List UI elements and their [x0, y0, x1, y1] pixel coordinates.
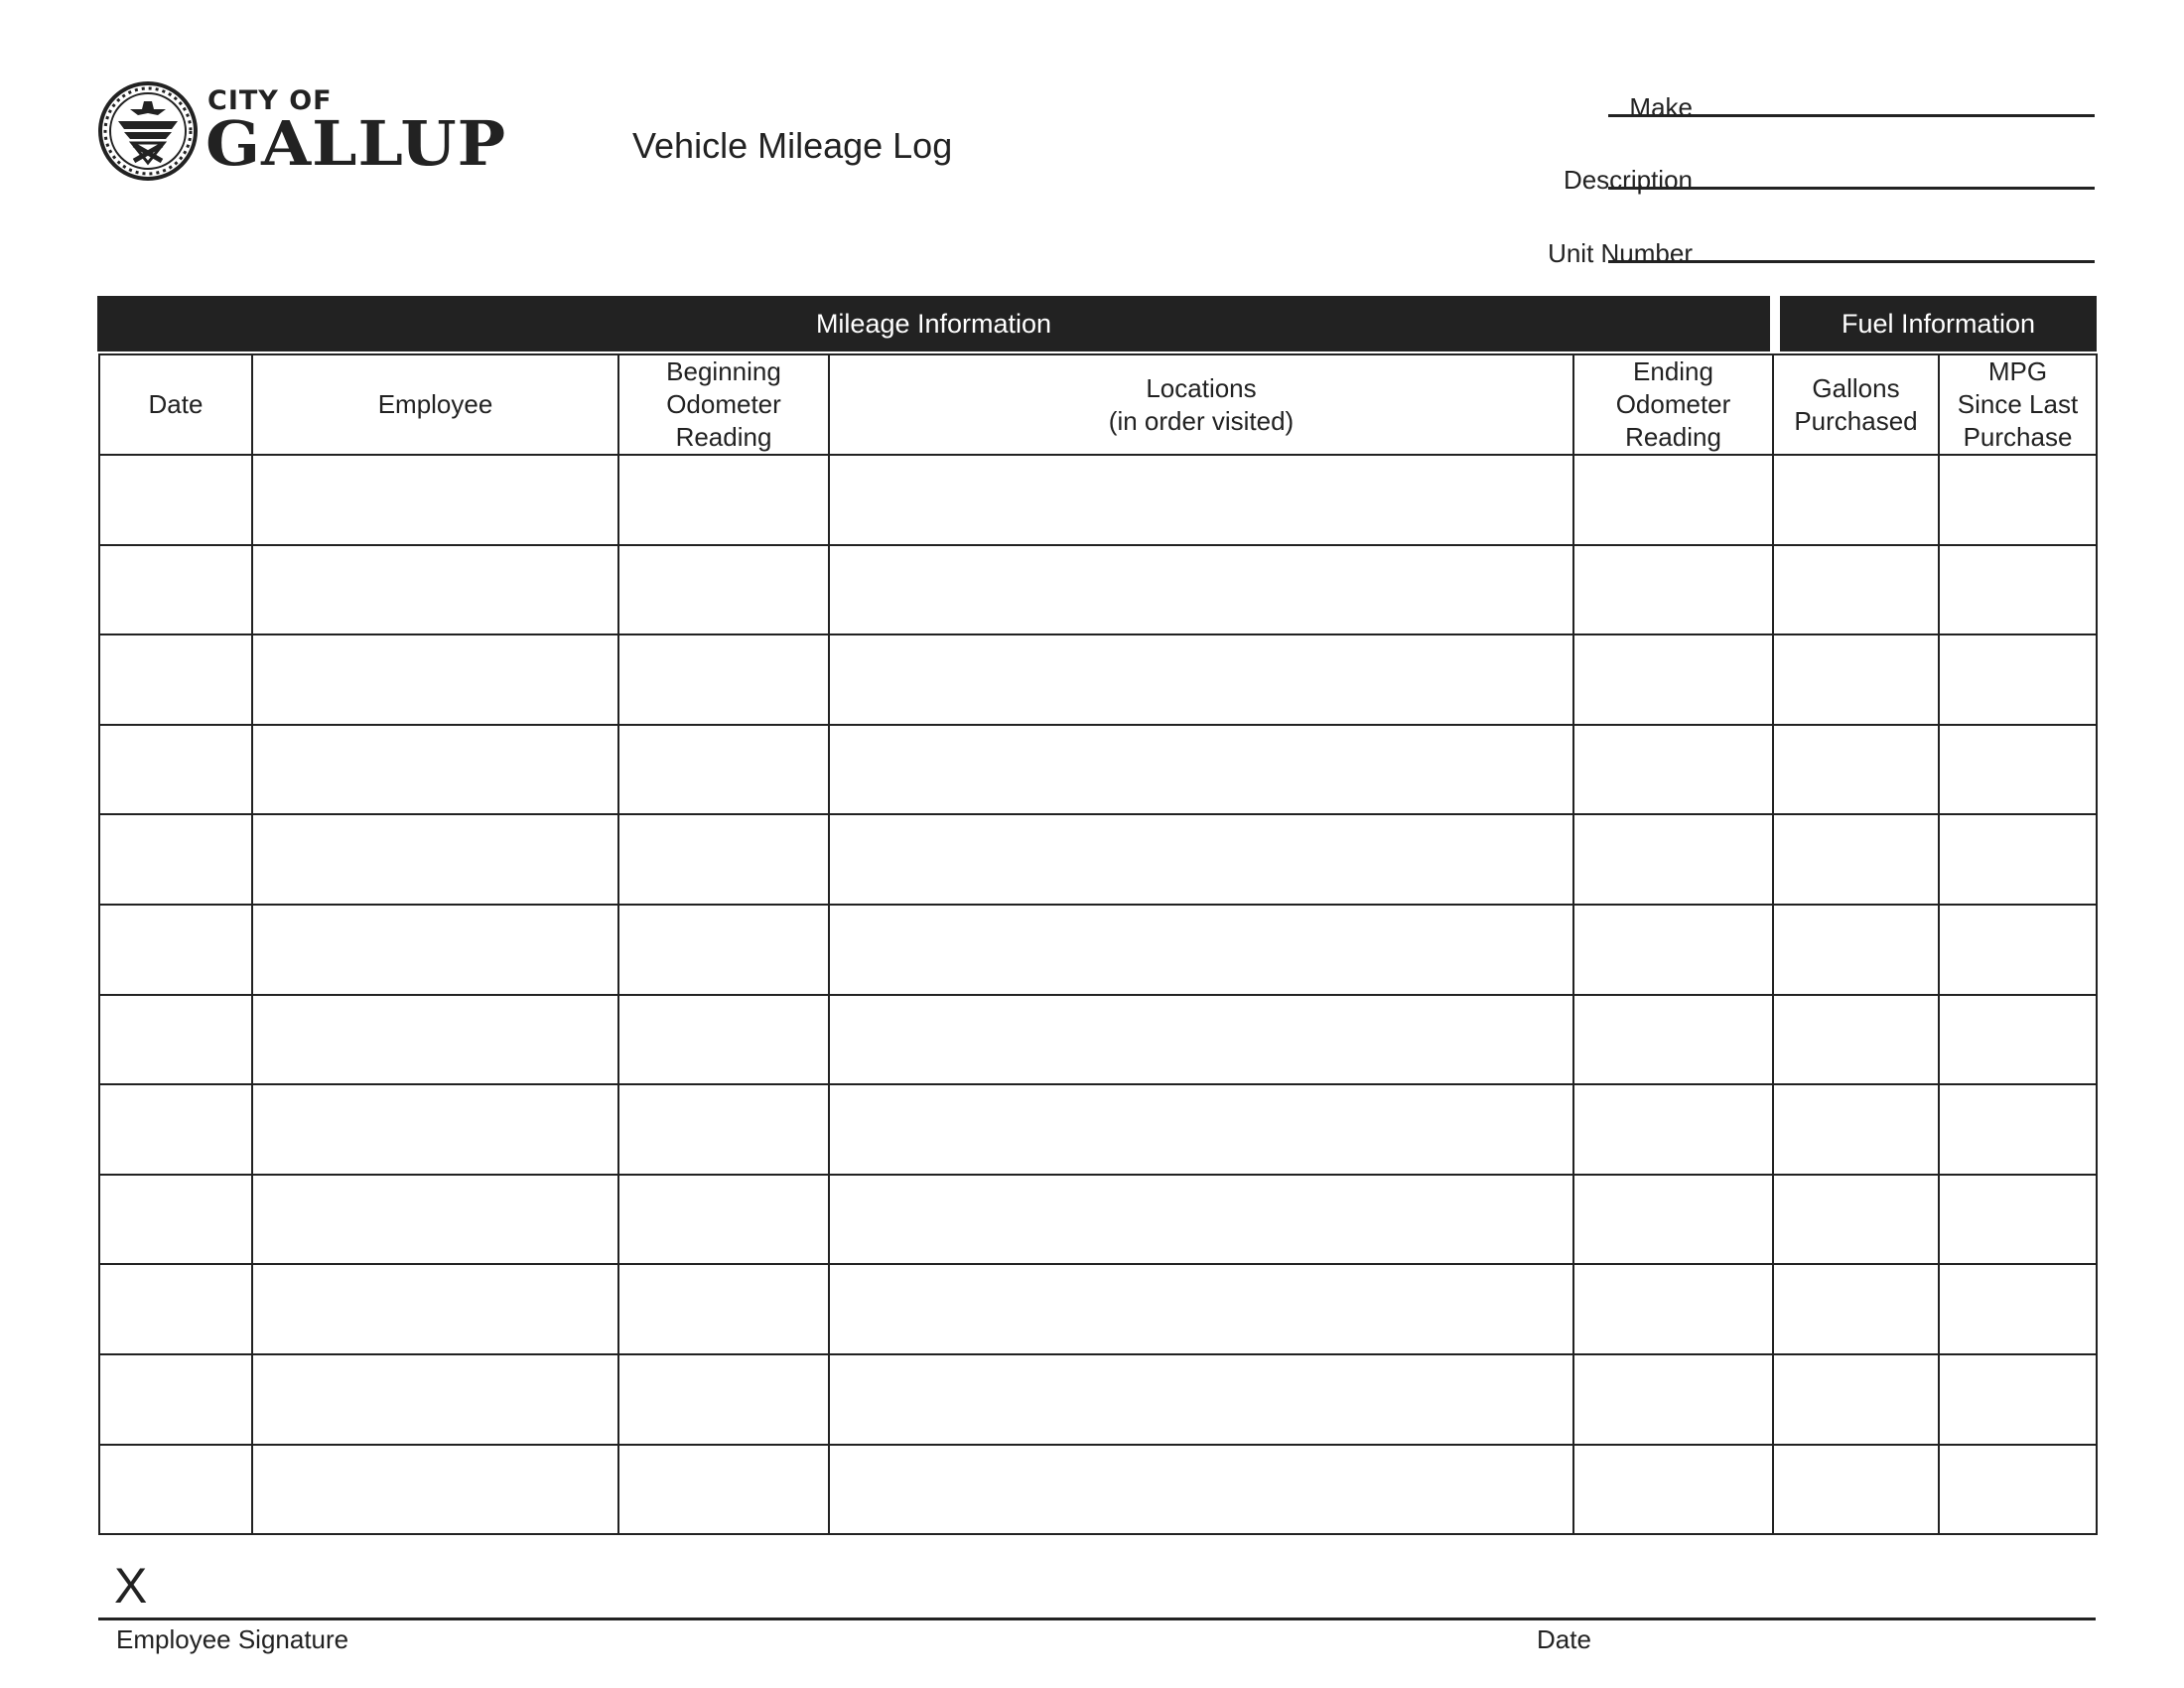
- description-label: Description: [1563, 165, 1693, 195]
- table-row: [99, 905, 2097, 995]
- cell-gallons-purchased[interactable]: [1773, 814, 1939, 905]
- cell-gallons-purchased[interactable]: [1773, 725, 1939, 815]
- cell-employee[interactable]: [252, 1084, 618, 1175]
- cell-date[interactable]: [99, 1354, 252, 1445]
- cell-gallons-purchased[interactable]: [1773, 1175, 1939, 1265]
- signature-date-label: Date: [1537, 1624, 1591, 1654]
- cell-mpg[interactable]: [1939, 1264, 2097, 1354]
- cell-beginning-odometer[interactable]: [618, 814, 829, 905]
- column-header-locations: Locations (in order visited): [829, 354, 1573, 455]
- table-row: [99, 1084, 2097, 1175]
- cell-gallons-purchased[interactable]: [1773, 1445, 1939, 1535]
- cell-beginning-odometer[interactable]: [618, 725, 829, 815]
- column-header-ending-odometer: Ending Odometer Reading: [1573, 354, 1773, 455]
- cell-locations[interactable]: [829, 1084, 1573, 1175]
- table-row: [99, 1264, 2097, 1354]
- cell-date[interactable]: [99, 725, 252, 815]
- cell-locations[interactable]: [829, 1264, 1573, 1354]
- cell-employee[interactable]: [252, 634, 618, 725]
- cell-ending-odometer[interactable]: [1573, 995, 1773, 1085]
- cell-mpg[interactable]: [1939, 725, 2097, 815]
- cell-beginning-odometer[interactable]: [618, 634, 829, 725]
- unit-number-field[interactable]: [1291, 235, 2095, 275]
- cell-locations[interactable]: [829, 634, 1573, 725]
- description-line[interactable]: [1608, 187, 2095, 190]
- column-header-gallons-purchased: Gallons Purchased: [1773, 354, 1939, 455]
- cell-ending-odometer[interactable]: [1573, 634, 1773, 725]
- cell-employee[interactable]: [252, 1354, 618, 1445]
- cell-locations[interactable]: [829, 814, 1573, 905]
- cell-mpg[interactable]: [1939, 455, 2097, 545]
- table-row: [99, 455, 2097, 545]
- cell-employee[interactable]: [252, 905, 618, 995]
- cell-mpg[interactable]: [1939, 995, 2097, 1085]
- cell-locations[interactable]: [829, 995, 1573, 1085]
- cell-mpg[interactable]: [1939, 905, 2097, 995]
- mileage-information-header: Mileage Information: [97, 296, 1770, 352]
- cell-date[interactable]: [99, 814, 252, 905]
- cell-ending-odometer[interactable]: [1573, 1445, 1773, 1535]
- make-field[interactable]: [1291, 89, 2095, 129]
- cell-ending-odometer[interactable]: [1573, 1175, 1773, 1265]
- page-title: Vehicle Mileage Log: [632, 125, 953, 166]
- cell-employee[interactable]: [252, 1264, 618, 1354]
- cell-gallons-purchased[interactable]: [1773, 455, 1939, 545]
- cell-locations[interactable]: [829, 455, 1573, 545]
- cell-ending-odometer[interactable]: [1573, 1084, 1773, 1175]
- make-line[interactable]: [1608, 114, 2095, 117]
- cell-mpg[interactable]: [1939, 1354, 2097, 1445]
- cell-gallons-purchased[interactable]: [1773, 1084, 1939, 1175]
- table-header-row: [99, 354, 2097, 455]
- cell-ending-odometer[interactable]: [1573, 905, 1773, 995]
- column-header-date: Date: [99, 354, 252, 455]
- cell-beginning-odometer[interactable]: [618, 995, 829, 1085]
- table-row: [99, 814, 2097, 905]
- table-row: [99, 545, 2097, 635]
- cell-mpg[interactable]: [1939, 545, 2097, 635]
- cell-beginning-odometer[interactable]: [618, 545, 829, 635]
- logo-text-gallup: GALLUP: [205, 107, 507, 180]
- logo-text-city-of: CITY OF: [207, 85, 333, 116]
- cell-gallons-purchased[interactable]: [1773, 545, 1939, 635]
- table-row: [99, 725, 2097, 815]
- cell-locations[interactable]: [829, 725, 1573, 815]
- cell-beginning-odometer[interactable]: [618, 1175, 829, 1265]
- table-row: [99, 995, 2097, 1085]
- cell-date[interactable]: [99, 545, 252, 635]
- cell-ending-odometer[interactable]: [1573, 1264, 1773, 1354]
- cell-mpg[interactable]: [1939, 1445, 2097, 1535]
- cell-gallons-purchased[interactable]: [1773, 1264, 1939, 1354]
- cell-ending-odometer[interactable]: [1573, 725, 1773, 815]
- cell-date[interactable]: [99, 1264, 252, 1354]
- table-row: [99, 634, 2097, 725]
- fuel-information-header: Fuel Information: [1780, 296, 2097, 352]
- cell-date[interactable]: [99, 1175, 252, 1265]
- cell-date[interactable]: [99, 634, 252, 725]
- table-row: [99, 1175, 2097, 1265]
- cell-beginning-odometer[interactable]: [618, 1084, 829, 1175]
- city-logo: [96, 79, 523, 183]
- cell-beginning-odometer[interactable]: [618, 905, 829, 995]
- cell-employee[interactable]: [252, 1445, 618, 1535]
- column-header-employee: Employee: [252, 354, 618, 455]
- cell-employee[interactable]: [252, 1175, 618, 1265]
- cell-mpg[interactable]: [1939, 1175, 2097, 1265]
- unit-number-line[interactable]: [1608, 260, 2095, 263]
- cell-beginning-odometer[interactable]: [618, 1445, 829, 1535]
- cell-locations[interactable]: [829, 905, 1573, 995]
- cell-beginning-odometer[interactable]: [618, 1264, 829, 1354]
- cell-gallons-purchased[interactable]: [1773, 1354, 1939, 1445]
- cell-date[interactable]: [99, 1445, 252, 1535]
- cell-locations[interactable]: [829, 1175, 1573, 1265]
- cell-date[interactable]: [99, 1084, 252, 1175]
- cell-ending-odometer[interactable]: [1573, 1354, 1773, 1445]
- cell-gallons-purchased[interactable]: [1773, 905, 1939, 995]
- column-header-mpg: MPG Since Last Purchase: [1939, 354, 2097, 455]
- cell-gallons-purchased[interactable]: [1773, 634, 1939, 725]
- employee-signature-label: Employee Signature: [116, 1624, 349, 1654]
- cell-gallons-purchased[interactable]: [1773, 995, 1939, 1085]
- description-field[interactable]: [1291, 162, 2095, 202]
- cell-locations[interactable]: [829, 1445, 1573, 1535]
- cell-employee[interactable]: [252, 725, 618, 815]
- cell-employee[interactable]: [252, 814, 618, 905]
- cell-date[interactable]: [99, 455, 252, 545]
- cell-mpg[interactable]: [1939, 814, 2097, 905]
- cell-ending-odometer[interactable]: [1573, 455, 1773, 545]
- cell-mpg[interactable]: [1939, 634, 2097, 725]
- cell-ending-odometer[interactable]: [1573, 545, 1773, 635]
- cell-date[interactable]: [99, 905, 252, 995]
- cell-beginning-odometer[interactable]: [618, 455, 829, 545]
- cell-beginning-odometer[interactable]: [618, 1354, 829, 1445]
- column-header-beginning-odometer: Beginning Odometer Reading: [618, 354, 829, 455]
- signature-mark: X: [114, 1558, 148, 1614]
- cell-mpg[interactable]: [1939, 1084, 2097, 1175]
- table-row: [99, 1445, 2097, 1535]
- table-row: [99, 1354, 2097, 1445]
- signature-line[interactable]: [98, 1618, 2096, 1620]
- cell-ending-odometer[interactable]: [1573, 814, 1773, 905]
- cell-locations[interactable]: [829, 1354, 1573, 1445]
- cell-employee[interactable]: [252, 455, 618, 545]
- cell-employee[interactable]: [252, 545, 618, 635]
- unit-number-label: Unit Number: [1548, 238, 1693, 268]
- cell-date[interactable]: [99, 995, 252, 1085]
- cell-employee[interactable]: [252, 995, 618, 1085]
- cell-locations[interactable]: [829, 545, 1573, 635]
- mileage-log-table: [98, 353, 2098, 1535]
- thunderbird-emblem-icon: [96, 79, 200, 183]
- make-label: Make: [1629, 92, 1693, 122]
